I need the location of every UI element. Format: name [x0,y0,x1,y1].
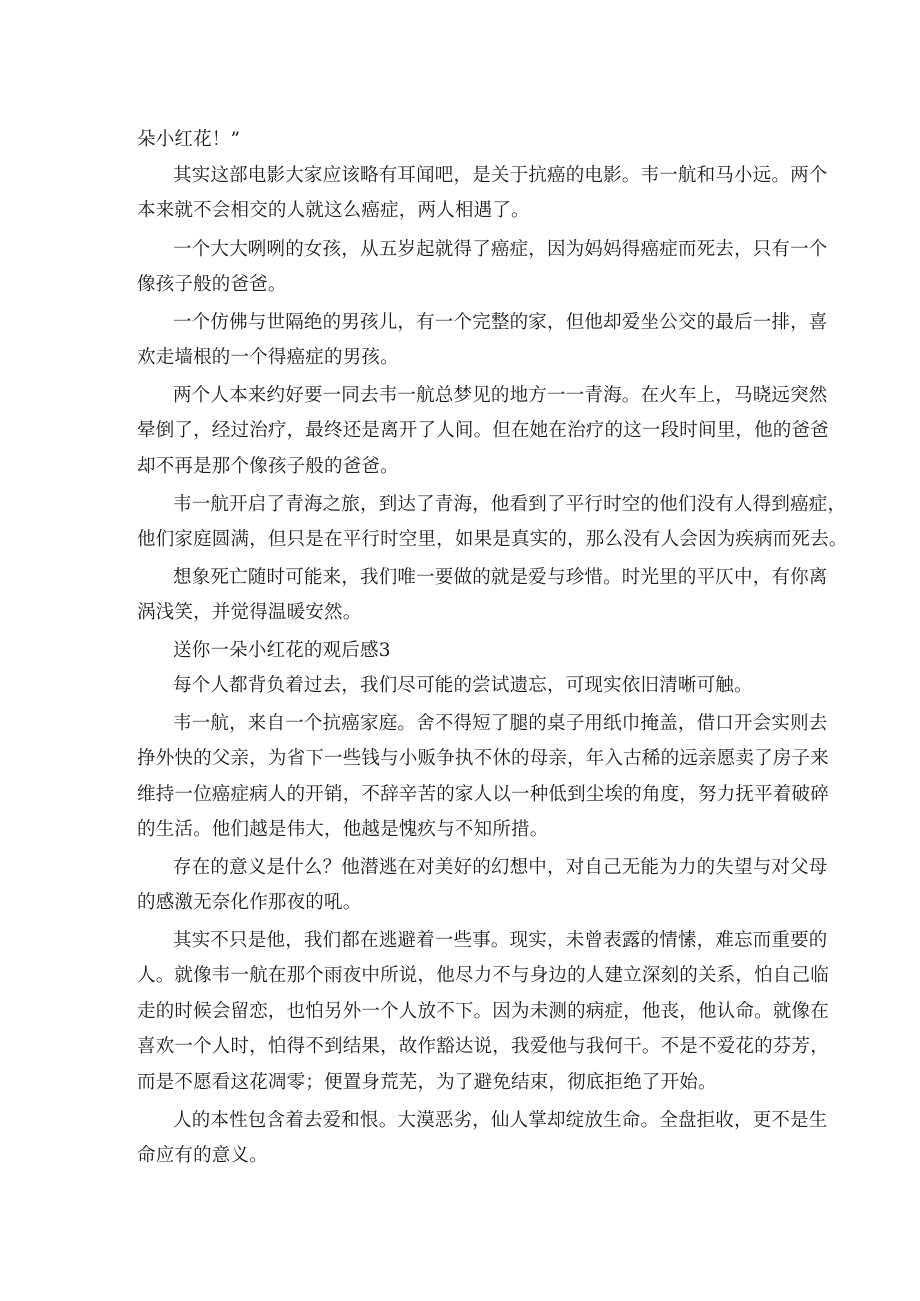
text-line: 本来就不会相交的人就这么癌症，两人相遇了。 [137,200,530,221]
paragraph-start: 每个人都背负着过去，我们尽可能的尝试遗忘，可现实依旧清晰可触。 [173,675,753,696]
paragraph-start: 想象死亡随时可能来，我们唯一要做的就是爱与珍惜。时光里的平仄中，有你离 [173,567,828,588]
text-line: 喜欢一个人时，怕得不到结果，故作豁达说，我爱他与我何干。不是不爱花的芬芳， [137,1036,829,1057]
paragraph-start: 一个仿佛与世隔绝的男孩儿，有一个完整的家，但他却爱坐公交的最后一排，喜 [173,312,828,333]
text-line: 挣外快的父亲，为省下一些钱与小贩争执不休的母亲，年入古稀的远亲愿卖了房子来 [137,748,829,769]
text-line: 走的时候会留恋，也怕另外一个人放不下。因为未测的病症，他丧，他认命。就像在 [137,1001,829,1022]
text-line: 他们家庭圆满，但只是在平行时空里，如果是真实的，那么没有人会因为疾病而死去。 [137,529,848,550]
text-line: 的生活。他们越是伟大，他越是愧疚与不知所措。 [137,819,549,840]
paragraph-start: 韦一航开启了青海之旅，到达了青海，他看到了平行时空的他们没有人得到癌症， [173,494,847,515]
text-line: 而是不愿看这花凋零；便置身荒芜，为了避免结束，彻底拒绝了开始。 [137,1072,717,1093]
paragraph-start: 一个大大咧咧的女孩，从五岁起就得了癌症，因为妈妈得癌症而死去，只有一个 [173,239,828,260]
section-heading: 送你一朵小红花的观后感3 [173,640,391,661]
text-line: 像孩子般的爸爸。 [137,274,287,295]
paragraph-start: 存在的意义是什么？他潜逃在对美好的幻想中，对自己无能为力的失望与对父母 [173,857,828,878]
paragraph-start: 韦一航，来自一个抗癌家庭。舍不得短了腿的桌子用纸巾掩盖，借口开会实则去 [173,713,828,734]
text-line: 却不再是那个像孩子般的爸爸。 [137,456,399,477]
text-line: 涡浅笑，并觉得温暖安然。 [137,602,362,623]
text-line: 维持一位癌症病人的开销，不辞辛苦的家人以一种低到尘埃的角度，努力抚平着破碎 [137,784,829,805]
paragraph-start: 两个人本来约好要一同去韦一航总梦见的地方一一青海。在火车上，马晓远突然 [173,385,828,406]
paragraph-start: 其实不只是他，我们都在逃避着一些事。现实，未曾表露的情愫，难忘而重要的 [173,930,828,951]
paragraph-start: 其实这部电影大家应该略有耳闻吧，是关于抗癌的电影。韦一航和马小远。两个 [173,165,828,186]
text-line: 人。就像韦一航在那个雨夜中所说，他尽力不与身边的人建立深刻的关系，怕自己临 [137,965,829,986]
text-line: 命应有的意义。 [137,1145,268,1166]
text-line: 朵小红花！” [137,129,241,150]
text-line: 晕倒了，经过治疗，最终还是离开了人间。但在她在治疗的这一段时间里，他的爸爸 [137,420,829,441]
text-line: 的感激无奈化作那夜的吼。 [137,892,362,913]
paragraph-start: 人的本性包含着去爱和恨。大漠恶劣，仙人掌却绽放生命。全盘拒收，更不是生 [173,1110,828,1131]
text-line: 欢走墙根的一个得癌症的男孩。 [137,347,399,368]
